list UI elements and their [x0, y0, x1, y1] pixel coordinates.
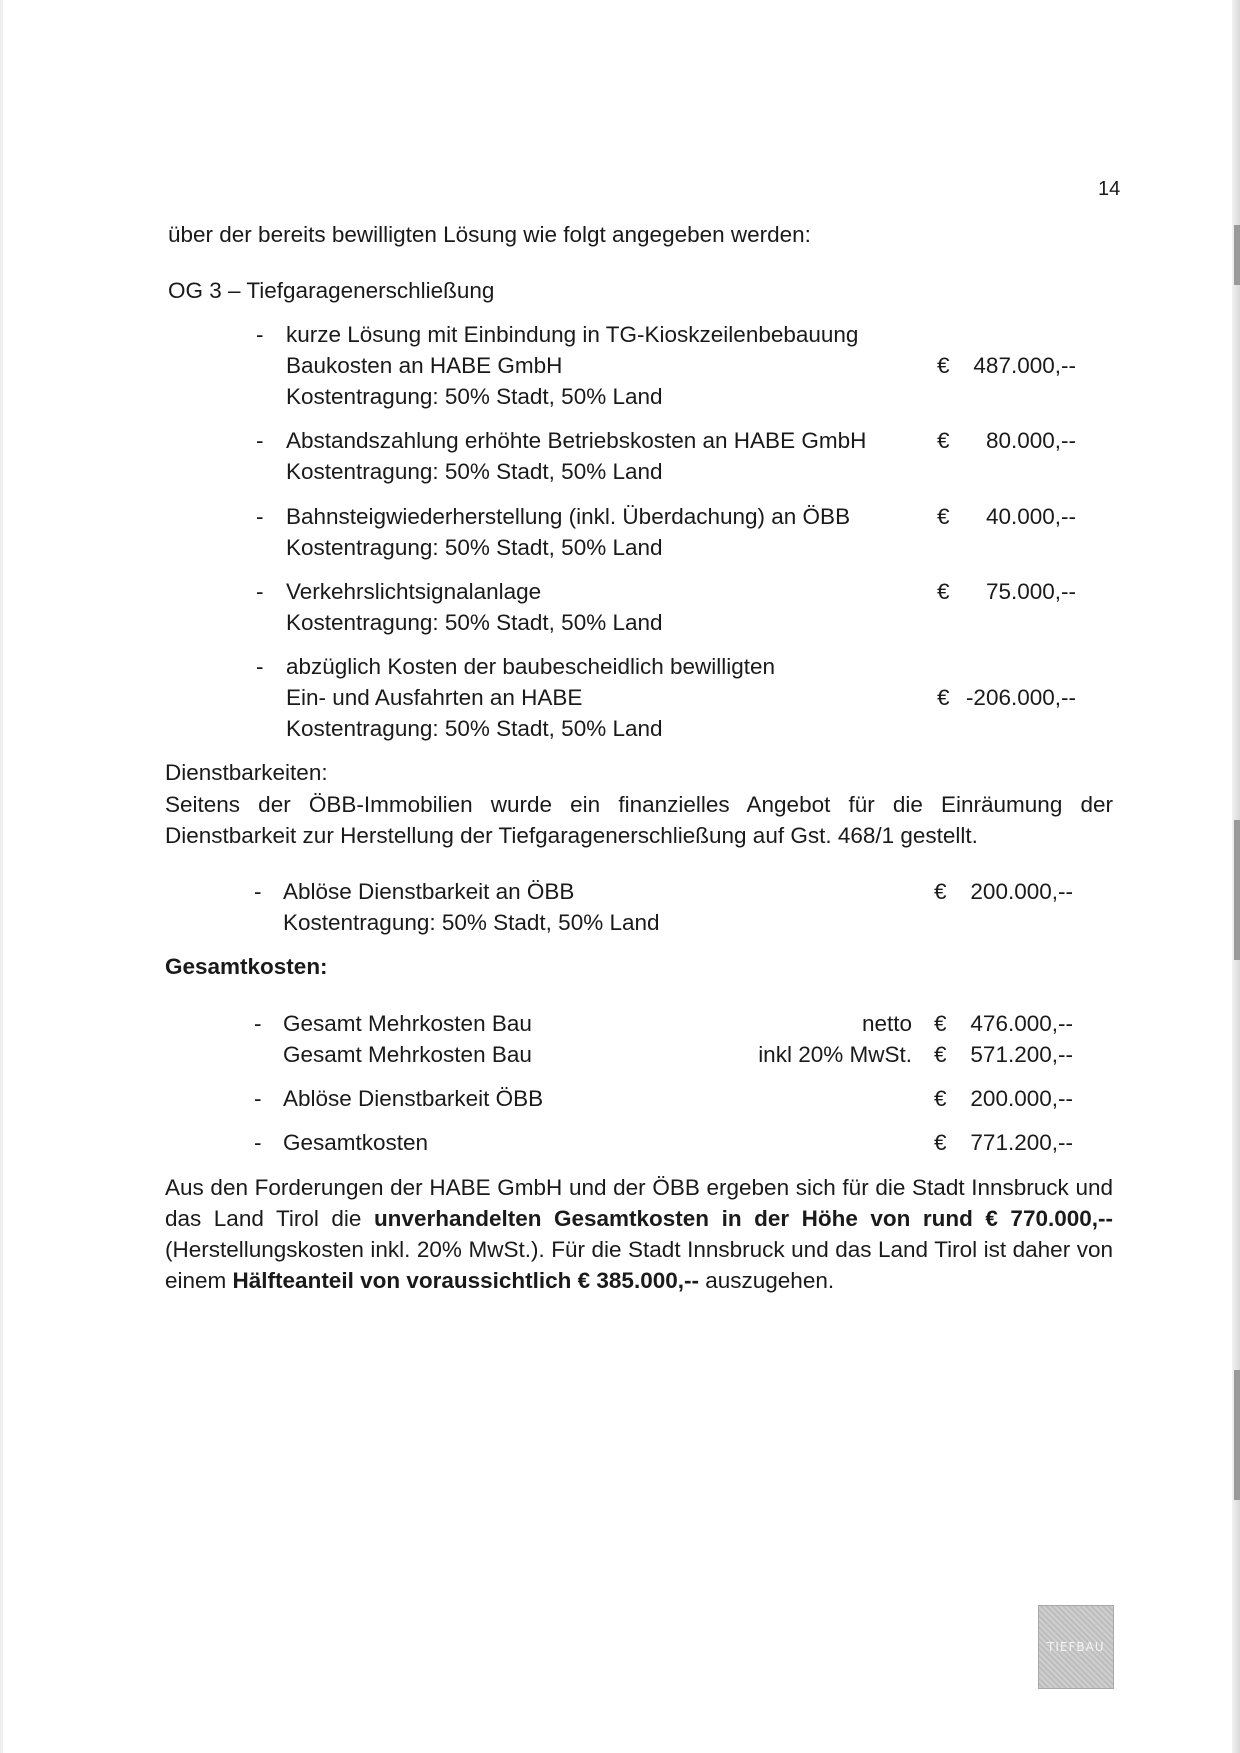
scan-mark: [1234, 225, 1240, 285]
total-row-4-amount: 771.200,--: [970, 1130, 1073, 1155]
item-2-line2: Kostentragung: 50% Stadt, 50% Land: [286, 459, 663, 484]
total-row-1-amount: 476.000,--: [970, 1011, 1073, 1036]
conclusion-bold-total: unverhandelten Gesamtkosten in der Höhe von rund € 770.000,--: [373, 1206, 1113, 1231]
conclusion-paragraph: [165, 1172, 1113, 1296]
euro-sign: €: [937, 428, 950, 453]
scan-mark: [1234, 1370, 1240, 1500]
euro-sign: €: [934, 879, 947, 904]
intro-text: über der bereits bewilligten Lösung wie folgt angegeben werden:: [168, 222, 811, 247]
total-row-2-qualifier: inkl 20% MwSt.: [758, 1042, 912, 1067]
item-3-line2: Kostentragung: 50% Stadt, 50% Land: [286, 535, 663, 560]
total-row-2-amount: 571.200,--: [970, 1042, 1073, 1067]
total-row-1-label: Gesamt Mehrkosten Bau: [283, 1011, 532, 1036]
scan-mark: [1234, 820, 1240, 960]
conclusion-text-1: Aus den Forderungen der HABE GmbH und der ÖBB ergeben sich für die Stadt Innsbruck und das Land Tirol die: [165, 1175, 1113, 1231]
list-bullet: -: [256, 654, 264, 679]
list-bullet: -: [256, 322, 264, 347]
total-row-3-amount: 200.000,--: [970, 1086, 1073, 1111]
total-row-1-qualifier: netto: [861, 1011, 912, 1036]
easements-text: Seitens der ÖBB-Immobilien wurde ein finanzielles Angebot für die Einräumung der Dienstbarkeit zur Herstellung der Tiefgaragenerschließung auf Gst. 468/1 gestellt.: [165, 792, 1113, 848]
total-row-4-label: Gesamtkosten: [283, 1130, 429, 1155]
list-bullet: -: [256, 579, 264, 604]
euro-sign: €: [934, 1042, 947, 1067]
item-1-line3: Kostentragung: 50% Stadt, 50% Land: [286, 384, 663, 409]
list-bullet: -: [256, 504, 264, 529]
total-row-2-label: Gesamt Mehrkosten Bau: [283, 1042, 532, 1067]
item-5-line3: Kostentragung: 50% Stadt, 50% Land: [286, 716, 663, 741]
easement-item-line1: Ablöse Dienstbarkeit an ÖBB: [283, 879, 575, 904]
item-5-amount: -206.000,--: [965, 685, 1076, 710]
conclusion-bold-half: Hälfteanteil von voraussichtlich € 385.000,--: [232, 1268, 699, 1293]
item-4-amount: 75.000,--: [985, 579, 1076, 604]
item-5-line1: abzüglich Kosten der baubescheidlich bewilligten: [286, 654, 776, 679]
item-3-amount: 40.000,--: [985, 504, 1076, 529]
easement-item-line2: Kostentragung: 50% Stadt, 50% Land: [283, 910, 660, 935]
item-4-line2: Kostentragung: 50% Stadt, 50% Land: [286, 610, 663, 635]
list-bullet: -: [254, 1011, 262, 1036]
item-4-line1: Verkehrslichtsignalanlage: [286, 579, 542, 604]
item-1-amount: 487.000,--: [973, 353, 1076, 378]
euro-sign: €: [934, 1130, 947, 1155]
item-2-amount: 80.000,--: [985, 428, 1076, 453]
item-1-line2: Baukosten an HABE GmbH: [286, 353, 563, 378]
department-stamp: [1038, 1605, 1114, 1689]
euro-sign: €: [934, 1086, 947, 1111]
conclusion-text-3: auszugehen.: [698, 1268, 835, 1293]
euro-sign: €: [937, 579, 950, 604]
item-2-line1: Abstandszahlung erhöhte Betriebskosten an HABE GmbH: [286, 428, 867, 453]
list-bullet: -: [256, 428, 264, 453]
easement-amount: 200.000,--: [970, 879, 1073, 904]
euro-sign: €: [937, 353, 950, 378]
easements-heading: Dienstbarkeiten:: [165, 760, 328, 785]
item-1-line1: kurze Lösung mit Einbindung in TG-Kioskzeilenbebauung: [286, 322, 859, 347]
euro-sign: €: [937, 685, 950, 710]
euro-sign: €: [937, 504, 950, 529]
list-bullet: -: [254, 1130, 262, 1155]
list-bullet: -: [254, 879, 262, 904]
section-title: OG 3 – Tiefgaragenerschließung: [168, 278, 495, 303]
scan-edge-left: [0, 0, 3, 1753]
item-5-line2: Ein- und Ausfahrten an HABE: [286, 685, 583, 710]
list-bullet: -: [254, 1086, 262, 1111]
item-3-line1: Bahnsteigwiederherstellung (inkl. Überdachung) an ÖBB: [286, 504, 851, 529]
stamp-text: TIEFBAU: [1047, 1640, 1105, 1654]
total-row-3-label: Ablöse Dienstbarkeit ÖBB: [283, 1086, 544, 1111]
totals-heading: Gesamtkosten:: [165, 954, 328, 979]
conclusion-text-2: (Herstellungskosten inkl. 20% MwSt.). Für die Stadt Innsbruck und das Land Tirol ist daher von einem: [165, 1237, 1113, 1293]
page-number: 14: [1098, 178, 1121, 200]
euro-sign: €: [934, 1011, 947, 1036]
